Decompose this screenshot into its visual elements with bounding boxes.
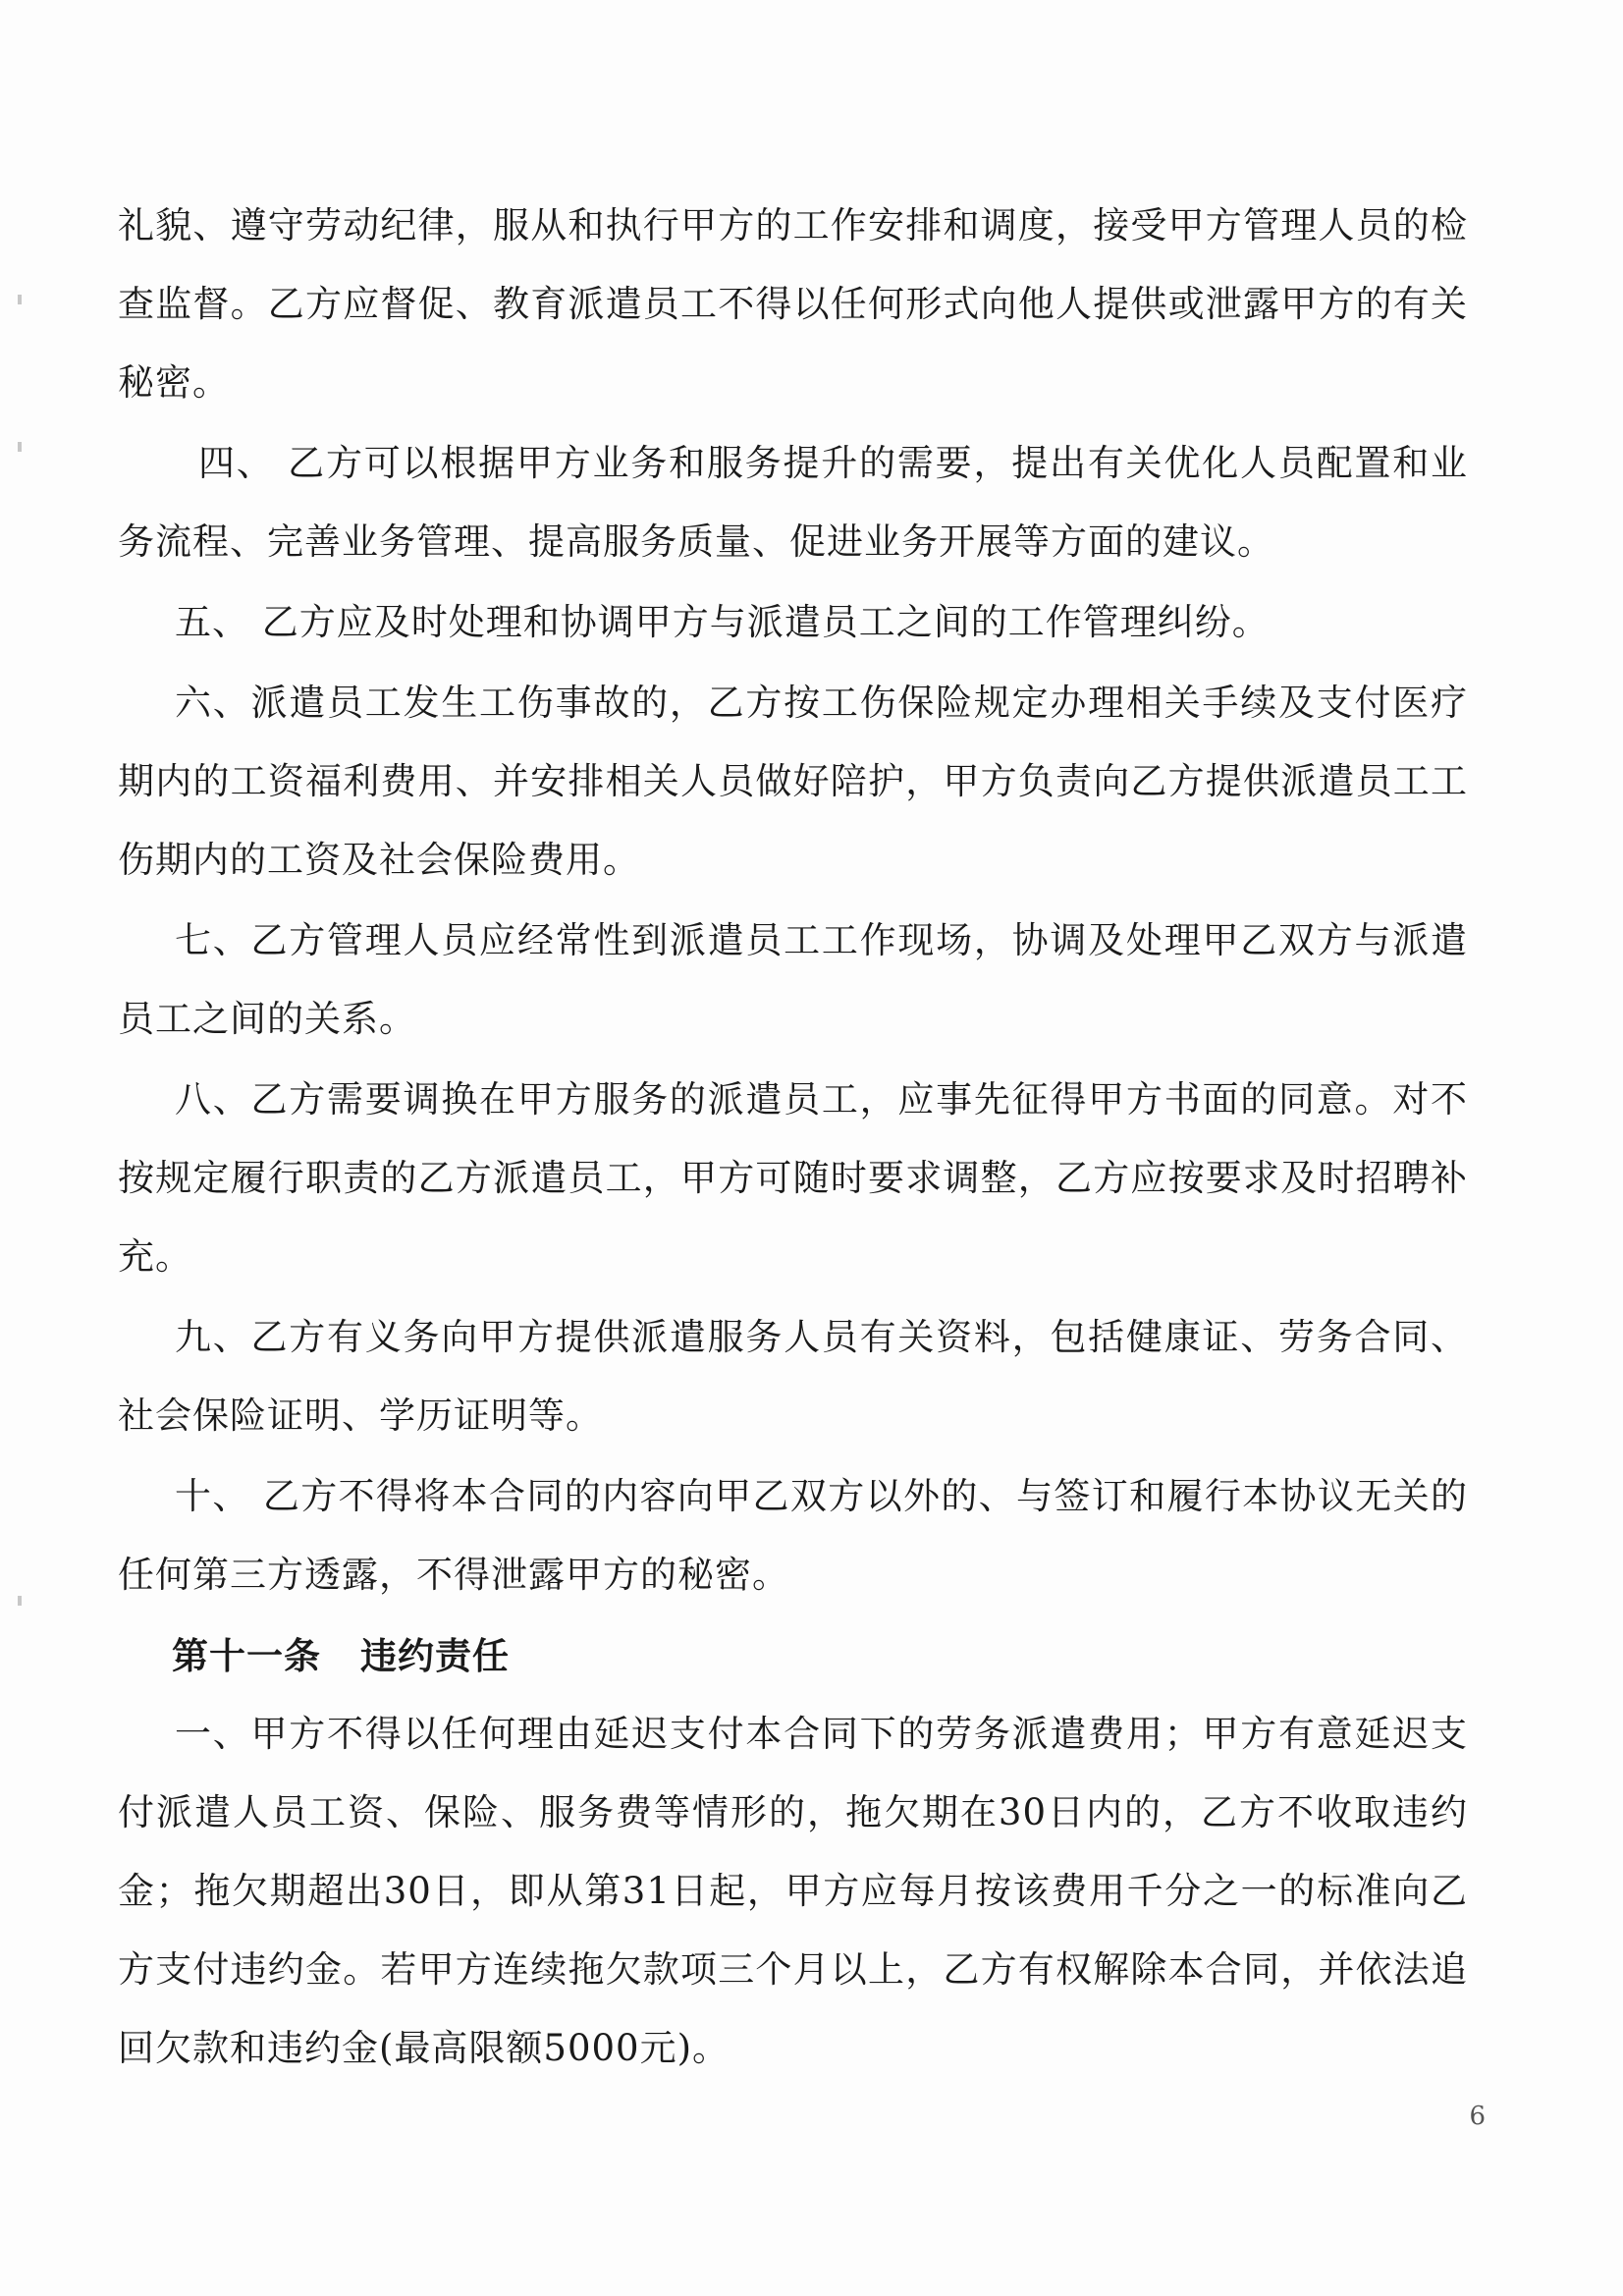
article-number: 第十一条 [172,1634,321,1677]
paragraph-continuation: 礼貌、遵守劳动纪律，服从和执行甲方的工作安排和调度，接受甲方管理人员的检查监督。乙方应督促、教育派遣员工不得以任何形式向他人提供或泄露甲方的有关秘密。 [118,204,1468,404]
page-number: 6 [1469,2102,1486,2131]
article-paragraph-1: 一、甲方不得以任何理由延迟支付本合同下的劳务派遣费用；甲方有意延迟支付派遣人员工资、保险、服务费等情形的，拖欠期在30日内的，乙方不收取违约金；拖欠期超出30日，即从第31日起，甲方应每月按该费用千分之一的标准向乙方支付违约金。若甲方连续拖欠款项三个月以上，乙方有权解除本合同，并依法追回欠款和违约金(最高限额5000元)。 [118,1713,1468,2069]
paragraph-item-6: 六、派遣员工发生工伤事故的，乙方按工伤保险规定办理相关手续及支付医疗期内的工资福利费用、并安排相关人员做好陪护，甲方负责向乙方提供派遣员工工伤期内的工资及社会保险费用。 [118,682,1468,881]
scan-edge-mark [18,1596,22,1606]
paragraph-item-9: 九、乙方有义务向甲方提供派遣服务人员有关资料，包括健康证、劳务合同、社会保险证明、学历证明等。 [118,1316,1468,1437]
article-title: 违约责任 [360,1634,510,1677]
paragraph-item-7: 七、乙方管理人员应经常性到派遣员工工作现场，协调及处理甲乙双方与派遣员工之间的关系。 [118,919,1468,1040]
document-body [118,187,1468,2090]
paragraph-item-4: 四、 乙方可以根据甲方业务和服务提升的需要，提出有关优化人员配置和业务流程、完善业务管理、提高服务质量、促进业务开展等方面的建议。 [118,442,1468,563]
paragraph-item-8: 八、乙方需要调换在甲方服务的派遣员工，应事先征得甲方书面的同意。对不按规定履行职责的乙方派遣员工，甲方可随时要求调整，乙方应按要求及时招聘补充。 [118,1078,1468,1278]
scan-edge-mark [18,295,22,304]
scan-edge-mark [18,442,22,452]
paragraph-item-10: 十、 乙方不得将本合同的内容向甲乙双方以外的、与签订和履行本协议无关的任何第三方透露，不得泄露甲方的秘密。 [118,1475,1468,1596]
paragraph-item-5: 五、 乙方应及时处理和协调甲方与派遣员工之间的工作管理纠纷。 [175,601,1270,643]
article-heading [118,1616,1468,1695]
